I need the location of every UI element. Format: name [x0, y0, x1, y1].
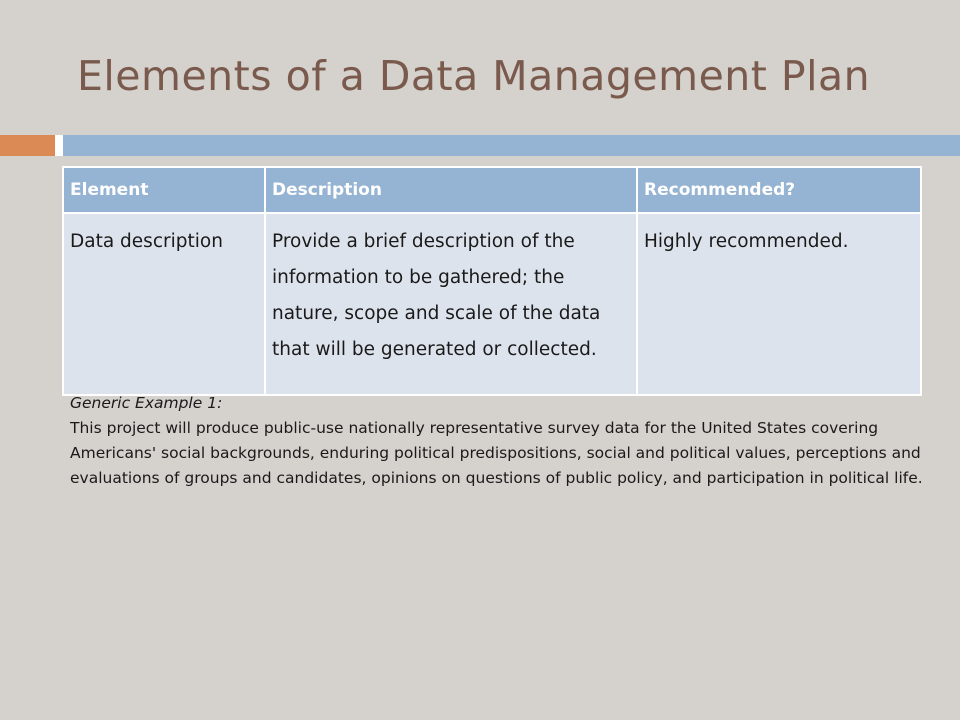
header-recommended: Recommended? — [637, 167, 921, 213]
table-row — [63, 213, 921, 395]
generic-example — [70, 391, 930, 491]
slide-title: Elements of a Data Management Plan — [77, 52, 871, 100]
accent-bar-blue — [63, 135, 960, 156]
accent-bar-divider — [55, 135, 63, 156]
cell-element: Data description — [63, 213, 265, 395]
header-description: Description — [265, 167, 637, 213]
accent-bar-orange — [0, 135, 55, 156]
header-element: Element — [63, 167, 265, 213]
table-header-row — [63, 167, 921, 213]
example-label: Generic Example 1: — [70, 394, 223, 412]
dmp-elements-table — [62, 166, 922, 396]
cell-recommended: Highly recommended. — [637, 213, 921, 395]
cell-description: Provide a brief description of the information to be gathered; the nature, scope and scale of the data that will be generated or collected. — [265, 213, 637, 395]
example-text: This project will produce public-use nationally representative survey data for the United States covering Americans' social backgrounds, enduring political predispositions, social and political values, perceptions and evaluations of groups and candidates, opinions on questions of public policy, and participation in political life. — [70, 419, 923, 487]
